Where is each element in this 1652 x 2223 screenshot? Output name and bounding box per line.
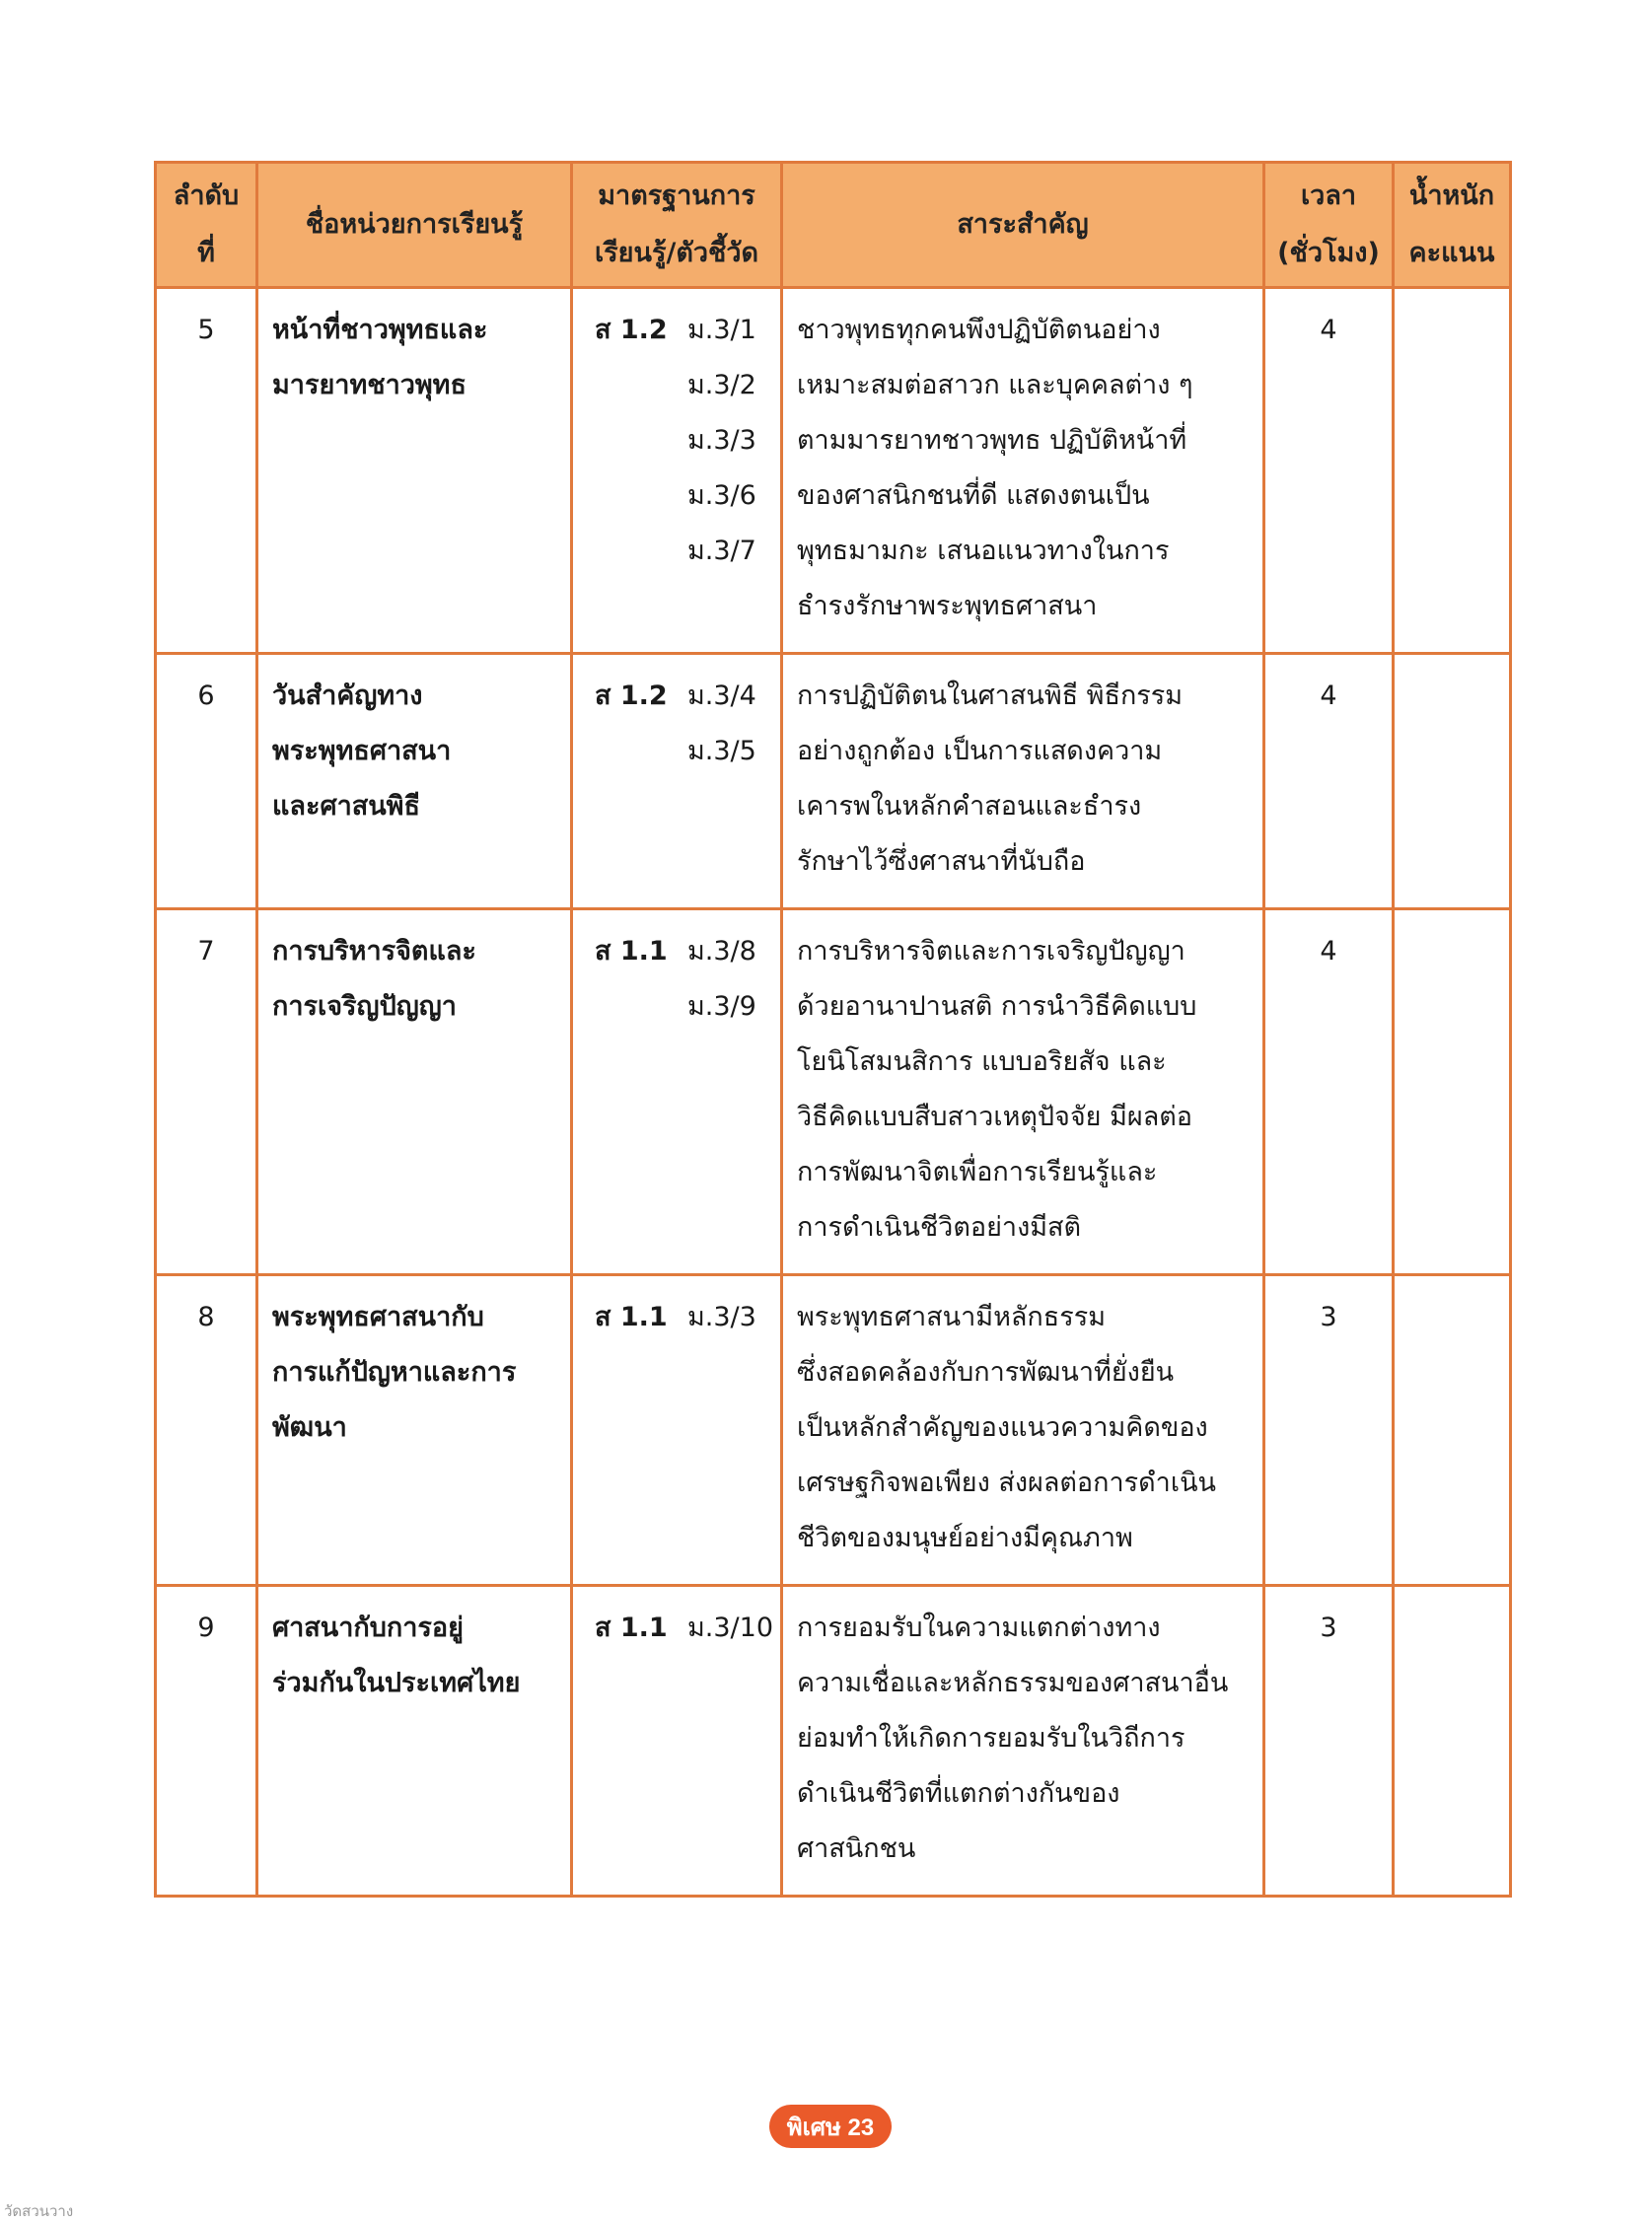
essence-line: เหมาะสมต่อสาวก และบุคคลต่าง ๆ — [797, 370, 1193, 400]
table-row — [156, 1275, 1511, 1586]
unit-name — [257, 654, 572, 909]
indicator-list — [682, 924, 774, 1035]
indicator: ม.3/3 — [687, 1302, 756, 1332]
page-number-badge — [769, 2105, 892, 2148]
standard-cell — [572, 654, 782, 909]
essence-line: เป็นหลักสำคัญของแนวความคิดของ — [797, 1412, 1208, 1443]
header-standard-line: มาตรฐานการ — [598, 180, 755, 211]
essence-line: การบริหารจิตและการเจริญปัญญา — [797, 936, 1185, 967]
indicator: ม.3/7 — [687, 536, 756, 566]
unit-name-line: มารยาทชาวพุทธ — [272, 370, 467, 400]
standard-code: ส 1.1 — [595, 1302, 668, 1332]
standard-cell — [572, 1275, 782, 1586]
unit-name-line: พระพุทธศาสนา — [272, 736, 452, 766]
essence-line: ความเชื่อและหลักธรรมของศาสนาอื่น — [797, 1668, 1229, 1698]
header-row — [156, 163, 1511, 288]
header-weight-line: น้ำหนัก — [1408, 180, 1495, 211]
hours-cell: 3 — [1264, 1275, 1394, 1586]
essence-line: พระพุทธศาสนามีหลักธรรม — [797, 1302, 1107, 1332]
header-weight — [1394, 163, 1511, 288]
unit-name-line: การเจริญปัญญา — [272, 991, 457, 1022]
standard-code: ส 1.2 — [595, 315, 668, 345]
indicator: ม.3/10 — [687, 1613, 774, 1643]
header-essence — [782, 163, 1264, 288]
table-row — [156, 654, 1511, 909]
essence-cell — [782, 288, 1264, 654]
essence-line: ซึ่งสอดคล้องกับการพัฒนาที่ยั่งยืน — [797, 1357, 1175, 1388]
hours-cell: 4 — [1264, 654, 1394, 909]
indicator: ม.3/2 — [687, 370, 756, 400]
essence-line: การยอมรับในความแตกต่างทาง — [797, 1613, 1161, 1643]
unit-name-line: หน้าที่ชาวพุทธและ — [272, 315, 488, 345]
essence-line: เคารพในหลักคำสอนและธำรง — [797, 791, 1142, 822]
standard-block — [587, 1601, 774, 1656]
header-unit — [257, 163, 572, 288]
unit-name-line: พัฒนา — [272, 1412, 347, 1443]
indicator: ม.3/5 — [687, 736, 756, 766]
essence-line: ตามมารยาทชาวพุทธ ปฏิบัติหน้าที่ — [797, 425, 1187, 456]
essence-cell — [782, 1275, 1264, 1586]
essence-line: อย่างถูกต้อง เป็นการแสดงความ — [797, 736, 1163, 766]
essence-line: รักษาไว้ซึ่งศาสนาที่นับถือ — [797, 846, 1086, 877]
essence-line: การปฏิบัติตนในศาสนพิธี พิธีกรรม — [797, 681, 1184, 711]
indicator-list — [682, 1601, 774, 1656]
weight-cell — [1394, 1586, 1511, 1897]
header-hours-line: (ชั่วโมง) — [1277, 238, 1380, 268]
essence-line: เศรษฐกิจพอเพียง ส่งผลต่อการดำเนิน — [797, 1468, 1216, 1498]
hours-cell: 4 — [1264, 909, 1394, 1275]
row-number: 6 — [156, 654, 257, 909]
standard-code: ส 1.1 — [595, 936, 668, 967]
essence-line: วิธีคิดแบบสืบสาวเหตุปัจจัย มีผลต่อ — [797, 1102, 1192, 1132]
page-number-label: พิเศษ 23 — [786, 2114, 875, 2141]
header-hours — [1264, 163, 1394, 288]
indicator: ม.3/3 — [687, 425, 756, 456]
unit-name — [257, 288, 572, 654]
header-order-line: ลำดับ — [173, 180, 240, 211]
essence-line: การพัฒนาจิตเพื่อการเรียนรู้และ — [797, 1157, 1158, 1187]
essence-line: โยนิโสมนสิการ แบบอริยสัจ และ — [797, 1046, 1167, 1077]
standard-block — [587, 303, 774, 579]
hours-cell: 3 — [1264, 1586, 1394, 1897]
indicator-list — [682, 669, 774, 779]
essence-line: พุทธมามกะ เสนอแนวทางในการ — [797, 536, 1170, 566]
unit-name-line: และศาสนพิธี — [272, 791, 420, 822]
indicator: ม.3/1 — [687, 315, 756, 345]
header-order-line: ที่ — [197, 238, 215, 268]
essence-line: ชีวิตของมนุษย์อย่างมีคุณภาพ — [797, 1523, 1133, 1553]
row-number: 5 — [156, 288, 257, 654]
standard-code: ส 1.1 — [595, 1613, 668, 1643]
table-row — [156, 1586, 1511, 1897]
indicator: ม.3/4 — [687, 681, 756, 711]
standard-block — [587, 669, 774, 779]
essence-line: การดำเนินชีวิตอย่างมีสติ — [797, 1212, 1082, 1243]
essence-line: ด้วยอานาปานสติ การนำวิธีคิดแบบ — [797, 991, 1197, 1022]
indicator: ม.3/9 — [687, 991, 756, 1022]
header-unit-line: ชื่อหน่วยการเรียนรู้ — [305, 209, 524, 240]
weight-cell — [1394, 1275, 1511, 1586]
standard-code: ส 1.2 — [595, 681, 668, 711]
header-standard — [572, 163, 782, 288]
essence-line: ศาสนิกชน — [797, 1833, 916, 1864]
essence-line: ดำเนินชีวิตที่แตกต่างกันของ — [797, 1778, 1120, 1809]
header-essence-line: สาระสำคัญ — [957, 209, 1089, 240]
essence-line: ชาวพุทธทุกคนพึงปฏิบัติตนอย่าง — [797, 315, 1161, 345]
essence-line: ธำรงรักษาพระพุทธศาสนา — [797, 591, 1098, 621]
indicator-list — [682, 303, 774, 579]
row-number: 9 — [156, 1586, 257, 1897]
unit-name — [257, 1275, 572, 1586]
unit-name-line: ร่วมกันในประเทศไทย — [272, 1668, 521, 1698]
hours-cell: 4 — [1264, 288, 1394, 654]
unit-name-line: การแก้ปัญหาและการ — [272, 1357, 517, 1388]
unit-name-line: วันสำคัญทาง — [272, 681, 423, 711]
indicator: ม.3/6 — [687, 480, 756, 511]
indicator: ม.3/8 — [687, 936, 756, 967]
standard-cell — [572, 288, 782, 654]
weight-cell — [1394, 288, 1511, 654]
essence-line: ย่อมทำให้เกิดการยอมรับในวิถีการ — [797, 1723, 1185, 1754]
weight-cell — [1394, 654, 1511, 909]
unit-name — [257, 1586, 572, 1897]
weight-cell — [1394, 909, 1511, 1275]
standard-block — [587, 1290, 774, 1345]
standard-cell — [572, 909, 782, 1275]
table-row — [156, 288, 1511, 654]
header-hours-line: เวลา — [1300, 180, 1357, 211]
essence-cell — [782, 654, 1264, 909]
curriculum-table — [154, 161, 1512, 1898]
row-number: 8 — [156, 1275, 257, 1586]
standard-cell — [572, 1586, 782, 1897]
standard-block — [587, 924, 774, 1035]
unit-name — [257, 909, 572, 1275]
indicator-list — [682, 1290, 774, 1345]
essence-line: ของศาสนิกชนที่ดี แสดงตนเป็น — [797, 480, 1150, 511]
unit-name-line: ศาสนากับการอยู่ — [272, 1613, 464, 1643]
header-standard-line: เรียนรู้/ตัวชี้วัด — [594, 238, 759, 268]
header-weight-line: คะแนน — [1408, 238, 1495, 268]
header-order — [156, 163, 257, 288]
row-number: 7 — [156, 909, 257, 1275]
essence-cell — [782, 1586, 1264, 1897]
essence-cell — [782, 909, 1264, 1275]
table-row — [156, 909, 1511, 1275]
unit-name-line: พระพุทธศาสนากับ — [272, 1302, 484, 1332]
unit-name-line: การบริหารจิตและ — [272, 936, 476, 967]
watermark-text: วัดสวนวาง — [4, 2203, 74, 2220]
